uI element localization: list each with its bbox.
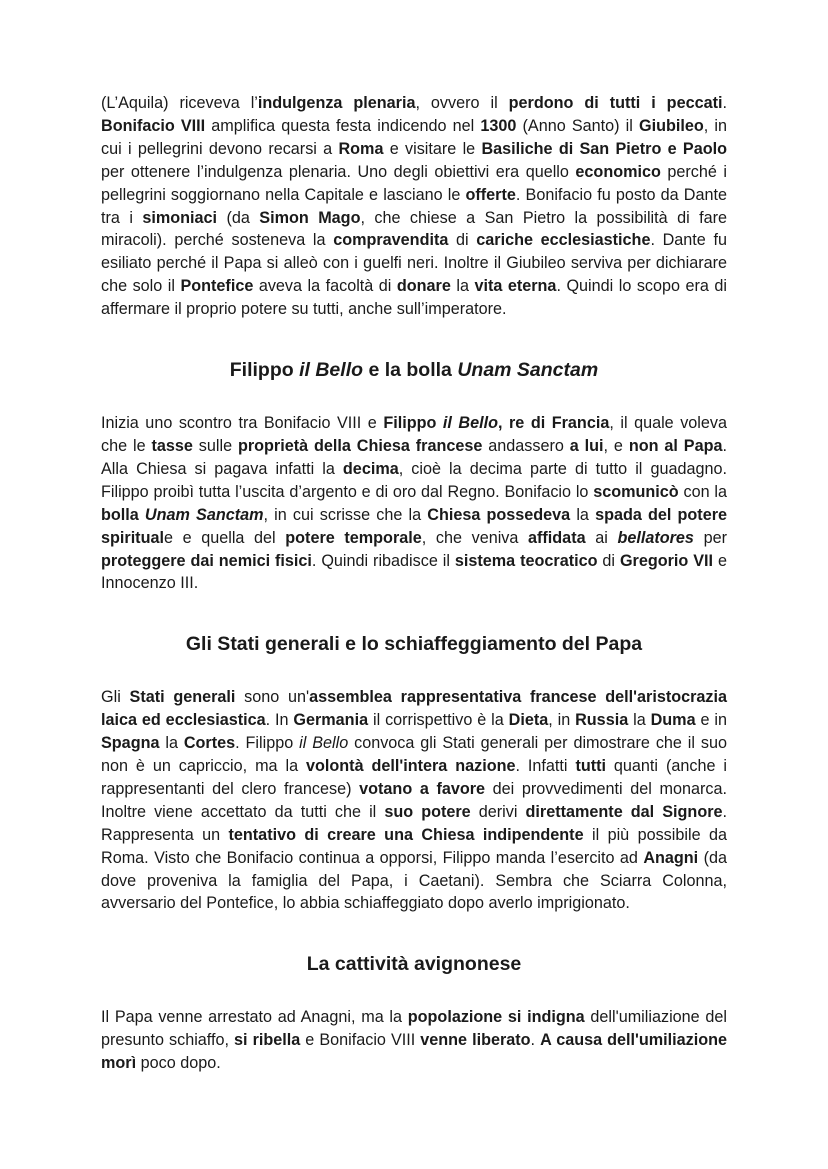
text-run: Spagna xyxy=(101,734,160,753)
text-run: scomunicò xyxy=(593,482,679,501)
text-run: Bonifacio VIII xyxy=(101,116,206,135)
text-run: . Dante fu esiliato perché il Papa si alleò con i guelfi neri. Inoltre il Giubileo serviva per dichiarare che solo il xyxy=(101,231,727,296)
text-run: . Filippo xyxy=(235,734,300,753)
text-run: direttamente dal Signore xyxy=(525,802,723,821)
section-heading-filippo xyxy=(101,357,727,383)
text-run: sistema teocratico xyxy=(454,551,598,570)
text-run: per xyxy=(693,528,727,547)
text-run: la xyxy=(628,711,651,730)
text-run: Giubileo xyxy=(639,116,704,135)
text-run: amplifica questa festa indicendo nel xyxy=(205,116,481,135)
text-run: popolazione si indigna xyxy=(407,1008,585,1027)
text-run: . xyxy=(722,94,727,112)
text-run: Basiliche di San Pietro e Paolo xyxy=(481,139,727,158)
text-run: , ovvero il xyxy=(415,94,509,112)
text-run: Germania xyxy=(293,711,369,730)
text-run: il Bello xyxy=(299,359,364,382)
text-run: compravendita xyxy=(333,231,449,250)
text-run: 1300 xyxy=(480,116,517,135)
text-run: non al Papa xyxy=(628,436,723,455)
text-run: poco dopo. xyxy=(136,1054,221,1073)
text-run: vita eterna xyxy=(474,277,557,296)
text-run: tasse xyxy=(151,436,193,455)
text-run: Filippo xyxy=(229,359,300,382)
text-run: simoniaci xyxy=(142,208,218,227)
text-run: bellatores xyxy=(617,528,694,547)
text-run: Stati generali xyxy=(129,688,236,707)
text-run: con la xyxy=(678,482,727,501)
text-run: . xyxy=(530,1031,541,1050)
paragraph-stati-generali xyxy=(101,686,727,915)
text-run: , cioè la decima parte di tutto il guadagno. Filippo proibì tutta l’uscita d’argento e di oro dal Regno. Bonifacio lo xyxy=(101,459,727,501)
text-run: sono un' xyxy=(235,688,310,707)
text-run: . In xyxy=(265,711,294,730)
text-run: Anagni xyxy=(643,848,699,867)
text-run: volontà dell'intera nazione xyxy=(306,757,516,776)
text-run: e Bonifacio VIII xyxy=(300,1031,421,1050)
text-run: . Rappresenta un xyxy=(101,802,728,844)
text-run: cariche ecclesiastiche xyxy=(476,231,651,250)
text-run: di xyxy=(597,551,620,570)
text-run: e la bolla xyxy=(363,359,458,382)
text-run: proteggere dai nemici fisici xyxy=(101,551,312,570)
text-run: votano a favore xyxy=(359,779,486,798)
text-run: e Innocenzo III. xyxy=(101,551,727,593)
text-run: perdono di tutti i peccati xyxy=(508,94,723,112)
text-run: e e quella del xyxy=(163,528,286,547)
text-run: e visitare le xyxy=(383,139,482,158)
text-run: ai xyxy=(585,528,618,547)
text-run: (da xyxy=(217,208,260,227)
text-run: affidata xyxy=(528,528,586,547)
section-heading-cattivita xyxy=(101,951,727,977)
text-run: Gregorio VII xyxy=(619,551,714,570)
text-run: proprietà della Chiesa francese xyxy=(237,436,483,455)
text-run: , che chiese a San Pietro la possibilità di fare miracoli). perché sosteneva la xyxy=(101,208,727,250)
text-run: , re di Francia xyxy=(497,414,610,433)
text-run: , in xyxy=(548,711,576,730)
text-run: (da dove proveniva la famiglia del Papa, i Caetani). Sembra che Sciarra Colonna, avversario del Pontefice, lo abbia schiaffeggiato dopo averlo imprigionato. xyxy=(101,848,727,913)
text-run: Pontefice xyxy=(180,277,254,296)
paragraph-filippo xyxy=(101,412,727,595)
section-heading-stati-generali xyxy=(101,631,727,657)
text-run: il corrispettivo è la xyxy=(368,711,509,730)
text-run: . Quindi ribadisce il xyxy=(311,551,455,570)
text-run: dei provvedimenti del monarca. Inoltre viene accettato da tutti che il xyxy=(101,779,727,821)
text-run: la xyxy=(570,505,596,524)
text-run: Chiesa possedeva xyxy=(427,505,571,524)
paragraph-cattivita xyxy=(101,1006,727,1075)
text-run: di xyxy=(448,231,477,250)
text-run: per ottenere l’indulgenza plenaria. Uno degli obiettivi era quello xyxy=(101,162,576,181)
text-run: . Bonifacio fu posto da Dante tra i xyxy=(101,185,727,227)
paragraph-giubileo xyxy=(101,92,727,321)
text-run: spada del potere spiritual xyxy=(101,505,727,547)
text-run: il Bello xyxy=(442,414,498,433)
text-run: Filippo xyxy=(383,414,443,433)
text-run: potere temporale xyxy=(285,528,422,547)
text-run: aveva la facoltà di xyxy=(253,277,397,296)
text-run: la xyxy=(159,734,184,753)
text-run: il più possibile da Roma. Visto che Bonifacio continua a opporsi, Filippo manda l’esercito ad xyxy=(101,825,727,867)
text-run: Roma xyxy=(338,139,384,158)
text-run: dell'umiliazione del presunto schiaffo, xyxy=(101,1008,727,1050)
text-run: tutti xyxy=(575,757,606,776)
text-run: , e xyxy=(603,436,629,455)
text-run: Unam Sanctam xyxy=(457,359,599,382)
text-run: Dieta xyxy=(508,711,549,730)
text-run: Cortes xyxy=(183,734,236,753)
text-run: . Quindi lo scopo era di affermare il proprio potere su tutti, anche sull’imperatore. xyxy=(101,277,727,319)
text-run: Gli xyxy=(101,688,130,707)
text-run: , il quale voleva che le xyxy=(101,414,727,455)
text-run: suo potere xyxy=(384,802,471,821)
text-run: Russia xyxy=(575,711,629,730)
text-run: il Bello xyxy=(299,734,349,753)
text-run: offerte xyxy=(465,185,516,204)
text-run: Inizia uno scontro tra Bonifacio VIII e xyxy=(101,414,384,433)
text-run: Gli Stati generali e lo schiaffeggiamento del Papa xyxy=(185,633,643,656)
text-run: economico xyxy=(575,162,661,181)
text-run: derivi xyxy=(470,802,526,821)
text-run: . Infatti xyxy=(515,757,576,776)
text-run: A causa dell'umiliazione morì xyxy=(101,1031,728,1073)
text-run: donare xyxy=(396,277,451,296)
text-run: , che veniva xyxy=(421,528,529,547)
text-run: la xyxy=(450,277,475,296)
text-run: quanti (anche i rappresentanti del clero francese) xyxy=(101,757,727,798)
text-run: Duma xyxy=(650,711,696,730)
text-run: Unam Sanctam xyxy=(144,505,264,524)
text-run: Il Papa venne arrestato ad Anagni, ma la xyxy=(101,1008,408,1027)
text-run: assemblea rappresentativa francese dell'aristocrazia laica ed ecclesiastica xyxy=(101,688,728,730)
text-run: andassero xyxy=(482,436,570,455)
text-run: si ribella xyxy=(234,1031,301,1050)
text-run: . Alla Chiesa si pagava infatti la xyxy=(101,436,727,478)
text-run: , in cui scrisse che la xyxy=(263,505,428,524)
text-run: Simon Mago xyxy=(259,208,361,227)
text-run: indulgenza plenaria xyxy=(257,94,416,112)
text-run: decima xyxy=(342,459,399,478)
text-run: (Anno Santo) il xyxy=(516,116,640,135)
text-run: e in xyxy=(695,711,727,730)
text-run: venne liberato xyxy=(420,1031,531,1050)
text-run: convoca gli Stati generali per dimostrare che il suo non è un capriccio, ma la xyxy=(101,734,727,776)
text-run: bolla xyxy=(101,505,145,524)
text-run: perché i pellegrini soggiornano nella Capitale e lasciano le xyxy=(101,162,727,204)
text-run: , in cui i pellegrini devono recarsi a xyxy=(101,116,727,158)
text-run: a lui xyxy=(569,436,604,455)
text-run: sulle xyxy=(192,436,238,455)
text-run: (L’Aquila) riceveva l’ xyxy=(101,94,258,112)
text-run: tentativo di creare una Chiesa indipendente xyxy=(228,825,584,844)
text-run: La cattività avignonese xyxy=(306,953,522,976)
